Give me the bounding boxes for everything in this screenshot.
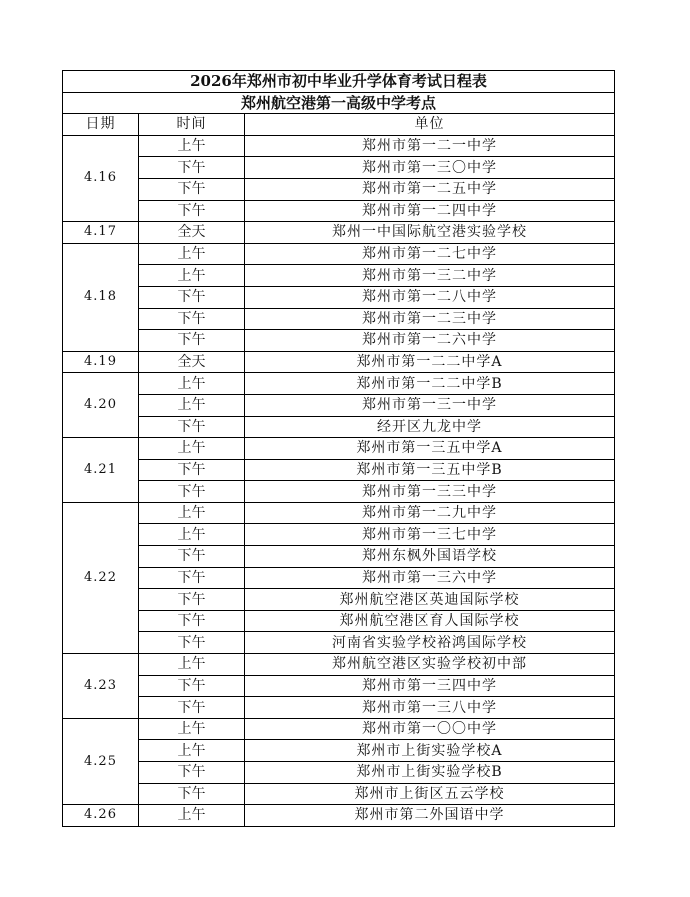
unit-cell: 郑州市第一三五中学A (245, 438, 615, 460)
table-row (63, 567, 615, 589)
header-date: 日期 (63, 114, 139, 136)
table-row (63, 200, 615, 222)
unit-cell: 郑州市第一三六中学 (245, 567, 615, 589)
unit-cell: 郑州市第一二三中学 (245, 308, 615, 330)
unit-cell: 郑州市第一三四中学 (245, 675, 615, 697)
unit-cell: 郑州市第一二二中学B (245, 373, 615, 395)
table-row (63, 654, 615, 676)
time-cell: 下午 (139, 762, 245, 784)
table-row (63, 351, 615, 373)
time-cell: 下午 (139, 330, 245, 352)
table-row (63, 805, 615, 827)
time-cell: 上午 (139, 740, 245, 762)
unit-cell: 郑州航空港区英迪国际学校 (245, 589, 615, 611)
time-cell: 上午 (139, 394, 245, 416)
time-cell: 上午 (139, 243, 245, 265)
time-cell: 下午 (139, 416, 245, 438)
subtitle-row (63, 92, 615, 114)
table-row (63, 157, 615, 179)
table-row (63, 438, 615, 460)
date-cell: 4.16 (63, 135, 139, 221)
unit-cell: 经开区九龙中学 (245, 416, 615, 438)
time-cell: 全天 (139, 222, 245, 244)
time-cell: 上午 (139, 654, 245, 676)
table-row (63, 762, 615, 784)
table-row (63, 610, 615, 632)
table-row (63, 718, 615, 740)
date-cell: 4.25 (63, 718, 139, 804)
unit-cell: 郑州市第一三八中学 (245, 697, 615, 719)
time-cell: 上午 (139, 373, 245, 395)
table-row (63, 416, 615, 438)
unit-cell: 郑州市第一三五中学B (245, 459, 615, 481)
header-time: 时间 (139, 114, 245, 136)
time-cell: 下午 (139, 783, 245, 805)
table-row (63, 286, 615, 308)
time-cell: 下午 (139, 200, 245, 222)
unit-cell: 郑州市上街区五云学校 (245, 783, 615, 805)
header-unit: 单位 (245, 114, 615, 136)
table-row (63, 632, 615, 654)
time-cell: 下午 (139, 675, 245, 697)
time-cell: 全天 (139, 351, 245, 373)
table-row (63, 135, 615, 157)
time-cell: 上午 (139, 718, 245, 740)
header-row (63, 114, 615, 136)
unit-cell: 郑州市第一三二中学 (245, 265, 615, 287)
time-cell: 上午 (139, 135, 245, 157)
unit-cell: 郑州市第一二五中学 (245, 178, 615, 200)
unit-cell: 郑州市第一二一中学 (245, 135, 615, 157)
date-cell: 4.20 (63, 373, 139, 438)
table-row (63, 308, 615, 330)
unit-cell: 河南省实验学校裕鸿国际学校 (245, 632, 615, 654)
unit-cell: 郑州市第一三一中学 (245, 394, 615, 416)
unit-cell: 郑州市上街实验学校A (245, 740, 615, 762)
table-row (63, 265, 615, 287)
unit-cell: 郑州市第一二九中学 (245, 502, 615, 524)
time-cell: 上午 (139, 805, 245, 827)
time-cell: 下午 (139, 610, 245, 632)
time-cell: 上午 (139, 524, 245, 546)
date-cell: 4.23 (63, 654, 139, 719)
time-cell: 下午 (139, 546, 245, 568)
time-cell: 下午 (139, 459, 245, 481)
time-cell: 下午 (139, 632, 245, 654)
time-cell: 上午 (139, 502, 245, 524)
date-cell: 4.22 (63, 502, 139, 653)
schedule-table (62, 70, 615, 827)
unit-cell: 郑州市第一三七中学 (245, 524, 615, 546)
unit-cell: 郑州市第一二四中学 (245, 200, 615, 222)
time-cell: 下午 (139, 589, 245, 611)
time-cell: 下午 (139, 157, 245, 179)
unit-cell: 郑州航空港区育人国际学校 (245, 610, 615, 632)
table-row (63, 373, 615, 395)
exam-site-title: 郑州航空港第一高级中学考点 (63, 92, 615, 114)
time-cell: 上午 (139, 438, 245, 460)
table-title: 2026年郑州市初中毕业升学体育考试日程表 (63, 71, 615, 93)
table-row (63, 697, 615, 719)
unit-cell: 郑州市第一三三中学 (245, 481, 615, 503)
table-row (63, 330, 615, 352)
time-cell: 下午 (139, 481, 245, 503)
table-row (63, 783, 615, 805)
table-row (63, 546, 615, 568)
date-cell: 4.18 (63, 243, 139, 351)
table-row (63, 589, 615, 611)
time-cell: 下午 (139, 567, 245, 589)
unit-cell: 郑州一中国际航空港实验学校 (245, 222, 615, 244)
date-cell: 4.17 (63, 222, 139, 244)
time-cell: 下午 (139, 286, 245, 308)
unit-cell: 郑州市第一〇〇中学 (245, 718, 615, 740)
schedule-body (63, 71, 615, 827)
unit-cell: 郑州市第二外国语中学 (245, 805, 615, 827)
table-row (63, 524, 615, 546)
table-row (63, 243, 615, 265)
unit-cell: 郑州市第一二八中学 (245, 286, 615, 308)
unit-cell: 郑州航空港区实验学校初中部 (245, 654, 615, 676)
unit-cell: 郑州市第一二七中学 (245, 243, 615, 265)
time-cell: 下午 (139, 308, 245, 330)
unit-cell: 郑州市上街实验学校B (245, 762, 615, 784)
time-cell: 下午 (139, 697, 245, 719)
table-row (63, 459, 615, 481)
unit-cell: 郑州市第一三〇中学 (245, 157, 615, 179)
unit-cell: 郑州东枫外国语学校 (245, 546, 615, 568)
table-row (63, 502, 615, 524)
table-row (63, 481, 615, 503)
title-row (63, 71, 615, 93)
table-row (63, 178, 615, 200)
date-cell: 4.26 (63, 805, 139, 827)
table-row (63, 222, 615, 244)
unit-cell: 郑州市第一二六中学 (245, 330, 615, 352)
time-cell: 上午 (139, 265, 245, 287)
table-row (63, 740, 615, 762)
time-cell: 下午 (139, 178, 245, 200)
table-row (63, 675, 615, 697)
table-row (63, 394, 615, 416)
date-cell: 4.19 (63, 351, 139, 373)
date-cell: 4.21 (63, 438, 139, 503)
unit-cell: 郑州市第一二二中学A (245, 351, 615, 373)
